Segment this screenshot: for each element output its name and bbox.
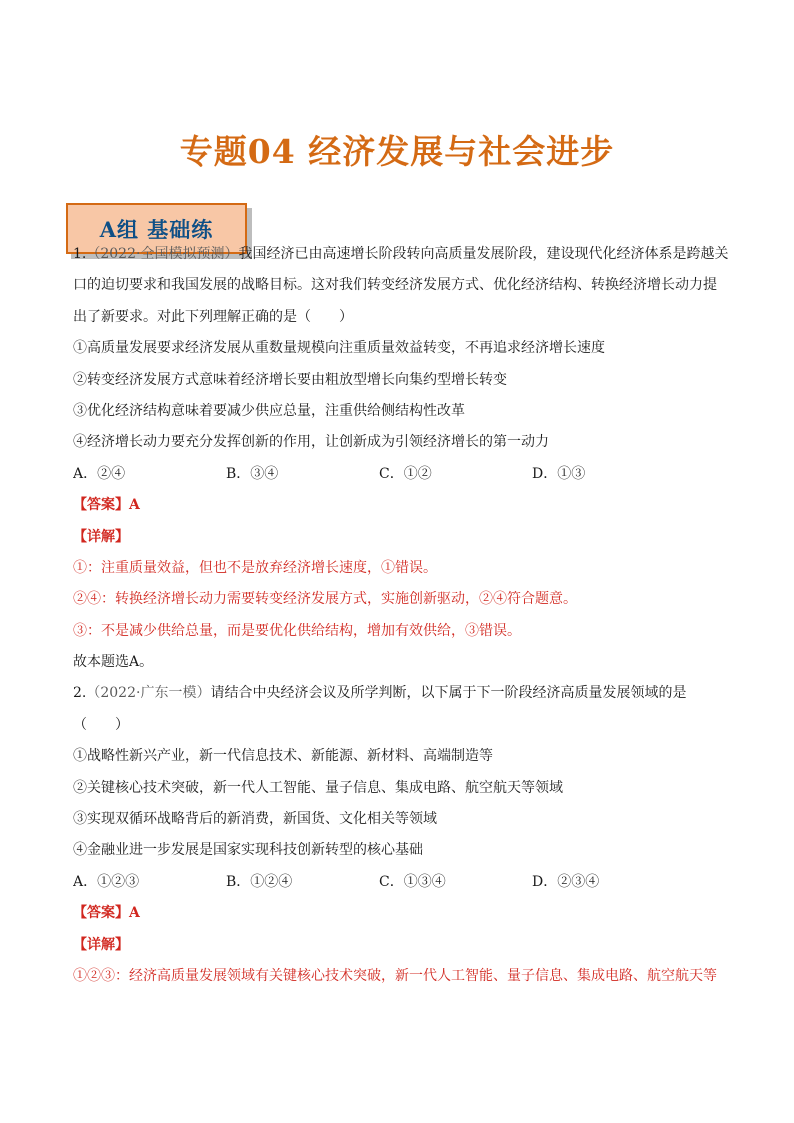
explanation-line: ①②③：经济高质量发展领域有关键核心技术突破，新一代人工智能、量子信息、集成电路、航空航天等	[73, 967, 717, 984]
question-stem-line	[73, 239, 733, 270]
statement-item: ④金融业进一步发展是国家实现科技创新转型的核心基础	[73, 842, 423, 859]
question-1	[73, 239, 733, 678]
statement-item: ②关键核心技术突破，新一代人工智能、量子信息、集成电路、航空航天等领域	[73, 779, 563, 796]
statement-item: ③实现双循环战略背后的新消费，新国货、文化相关等领域	[73, 811, 437, 828]
explanation-line: ①：注重质量效益，但也不是放弃经济增长速度，①错误。	[73, 559, 437, 576]
question-source: （2022·全国模拟预测）	[86, 246, 239, 262]
option-c: C．①②	[379, 465, 432, 482]
answer-options	[73, 459, 733, 490]
conclusion: 故本题选A。	[73, 654, 154, 671]
option-d: D．②③④	[532, 873, 600, 890]
answer-label: 【答案】A	[73, 905, 140, 922]
option-d: D．①③	[532, 465, 586, 482]
detail-label: 【详解】	[73, 936, 129, 953]
statement-item: ②转变经济发展方式意味着经济增长要由粗放型增长向集约型增长转变	[73, 371, 507, 388]
question-2	[73, 678, 733, 992]
question-source: （2022·广东一模）	[86, 685, 211, 702]
question-stem-line: 出了新要求。对此下列理解正确的是（ ）	[73, 308, 353, 325]
statement-item: ①高质量发展要求经济发展从重数量规模向注重质量效益转变，不再追求经济增长速度	[73, 340, 605, 357]
question-stem-line	[73, 678, 733, 709]
question-stem-line: （ ）	[73, 716, 129, 733]
question-number: 2.	[73, 685, 87, 702]
explanation-line: ③：不是减少供给总量，而是要优化供给结构，增加有效供给，③错误。	[73, 622, 521, 639]
question-stem-text: 请结合中央经济会议及所学判断，以下属于下一阶段经济高质量发展领域的是	[210, 685, 687, 702]
page-title: 专题04 经济发展与社会进步	[179, 132, 615, 171]
statement-item: ③优化经济结构意味着要减少供应总量，注重供给侧结构性改革	[73, 402, 465, 419]
question-number: 1.	[73, 246, 87, 262]
question-stem-text: 我国经济已由高速增长阶段转向高质量发展阶段，建设现代化经济体系是跨越关	[238, 246, 729, 262]
statement-item: ①战略性新兴产业，新一代信息技术、新能源、新材料、高端制造等	[73, 748, 493, 765]
statement-item: ④经济增长动力要充分发挥创新的作用，让创新成为引领经济增长的第一动力	[73, 434, 549, 451]
answer-options	[73, 867, 733, 898]
question-content	[73, 239, 733, 992]
option-b: B．③④	[226, 465, 279, 482]
option-a: A．②④	[73, 465, 126, 482]
option-b: B．①②④	[226, 873, 293, 890]
explanation-line: ②④：转换经济增长动力需要转变经济发展方式，实施创新驱动，②④符合题意。	[73, 591, 577, 608]
detail-label: 【详解】	[73, 528, 129, 545]
question-stem-line: 口的迫切要求和我国发展的战略目标。这对我们转变经济发展方式、优化经济结构、转换经济增长动力提	[73, 277, 717, 294]
option-a: A．①②③	[73, 873, 140, 890]
group-label: A组 基础练	[99, 216, 214, 242]
option-c: C．①③④	[379, 873, 446, 890]
answer-label: 【答案】A	[73, 497, 140, 514]
